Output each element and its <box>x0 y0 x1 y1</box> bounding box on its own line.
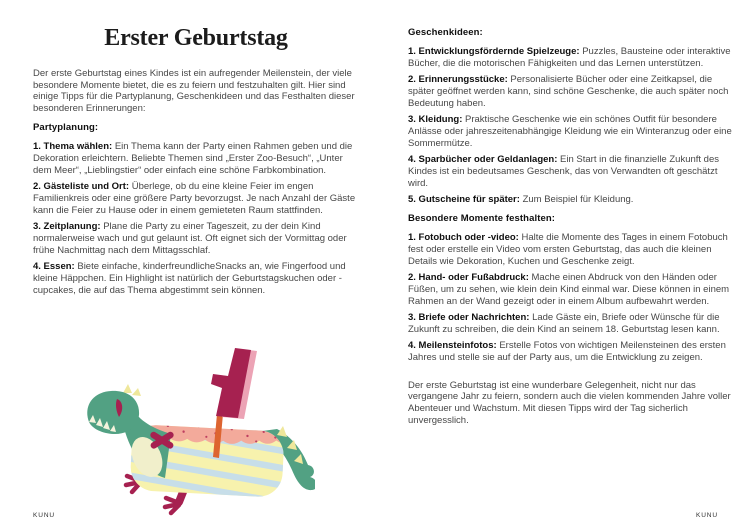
footer-brand-right: KUNU <box>695 512 718 519</box>
moment-item-1-text: Halte die Momente des Tages in einem Fotobuch fest oder erstelle ein Video vom ersten Geburtstag, das auch die kleinen Details wie Dekoration, Kuchen und Geschenke zeigt. <box>408 232 728 267</box>
moment-item-2-text: Mache einen Abdruck von den Händen oder Füßen, um zu sehen, wie klein dein Kind einmal war. Diese können in einem Rahmen an der Wand gezeigt oder in einem Album aufbewahrt werden. <box>408 272 730 307</box>
moment-item-3-text: Lade Gäste ein, Briefe oder Wünsche für die Zukunft zu schreiben, die dein Kind an seinem 18. Geburtstag lesen kann. <box>408 311 720 335</box>
moment-item-2 <box>408 272 733 307</box>
gift-item-4 <box>408 154 733 189</box>
moment-item-3-label: 3. Briefe oder Nachrichten: <box>408 311 530 323</box>
moment-item-3 <box>408 312 733 336</box>
party-item-4-text: Biete einfache, kinderfreundlicheSnacks an, wie Fingerfood und kleine Häppchen. Ein Highlight ist natürlich der Geburtstagskuchen oder -cupcakes, die auf das Thema abgestimmt sein können. <box>33 260 346 296</box>
gift-item-3 <box>408 114 733 149</box>
party-item-2 <box>33 181 359 216</box>
party-item-2-text: Überlege, ob du eine kleine Feier im engen Familienkreis oder eine größere Party bevorzugst. Je nach Anzahl der Gäste kann die Feier zu Hause oder in einem gemieteten Raum stattfinden. <box>33 181 356 216</box>
party-item-2-label: 2. Gästeliste und Ort: <box>33 181 130 193</box>
party-item-4-label: 4. Essen: <box>33 260 75 272</box>
gift-item-2 <box>408 74 733 109</box>
section-heading-partyplanung: Partyplanung: <box>33 121 99 133</box>
gift-item-4-text: Ein Start in die finanzielle Zukunft des Kindes ist ein bedeutsames Geschenk, das von Verwandten oft geschätzt wird. <box>408 154 719 189</box>
moment-item-1-label: 1. Fotobuch oder -video: <box>408 232 519 244</box>
section-heading-momente: Besondere Momente festhalten: <box>408 212 556 224</box>
gift-item-5-text: Zum Beispiel für Kleidung. <box>522 194 634 206</box>
page-title: Erster Geburtstag <box>104 25 288 51</box>
dinosaur-birthday-cake-illustration <box>65 336 315 522</box>
page-right <box>408 0 733 431</box>
gift-item-2-label: 2. Erinnerungsstücke: <box>408 74 508 86</box>
party-item-4 <box>33 261 359 296</box>
gift-item-1-text: Puzzles, Bausteine oder interaktive Bücher, die die motorischen Fähigkeiten und das Lernen unterstützen. <box>408 46 731 70</box>
dinosaur-head <box>87 384 141 434</box>
closing-paragraph: Der erste Geburtstag ist eine wunderbare Gelegenheit, nicht nur das vergangene Jahr zu feiern, sondern auch die vielen kommenden Jahre voller Abenteuer und Wachstum. Mit diesen Tipps wird der Tag sicherlich unvergesslich. <box>408 379 731 427</box>
page-left <box>33 0 359 301</box>
party-item-3-label: 3. Zeitplanung: <box>33 221 101 233</box>
gift-item-4-label: 4. Sparbücher oder Geldanlagen: <box>408 154 558 166</box>
moment-item-4-label: 4. Meilensteinfotos: <box>408 340 497 352</box>
party-item-1-text: Ein Thema kann der Party einen Rahmen geben und die Dekoration erleichtern. Beliebte Themen sind „Erster Zoo-Besuch“, „Unter dem Meer“, „Lieblingstier“ oder einfach eine schöne Farbkombination. <box>33 141 353 176</box>
party-item-1 <box>33 141 359 176</box>
footer-brand-left: KUNU <box>33 512 56 519</box>
party-item-3 <box>33 221 359 256</box>
candle-number-1 <box>211 348 257 419</box>
gift-item-3-text: Praktische Geschenke wie ein schönes Outfit für besondere Anlässe oder jahreszeitenabhängige Kleidung wie ein Winteranzug oder eine Sommermütze. <box>408 114 732 149</box>
intro-paragraph: Der erste Geburtstag eines Kindes ist ein aufregender Meilenstein, der viele besondere Momente bietet, die es zu feiern und festzuhalten gilt. Hier sind einige Tipps für die Partyplanung, Geschenkideen und das Festhalten dieser besonderen Erinnerungen: <box>33 67 355 115</box>
gift-item-5-label: 5. Gutscheine für später: <box>408 194 520 206</box>
moment-item-1 <box>408 232 733 267</box>
gift-item-5 <box>408 194 733 206</box>
gift-item-3-label: 3. Kleidung: <box>408 114 463 126</box>
moment-item-4 <box>408 340 733 364</box>
party-item-1-label: 1. Thema wählen: <box>33 141 113 153</box>
gift-item-1-label: 1. Entwicklungsfördernde Spielzeuge: <box>408 46 580 58</box>
section-heading-geschenkideen: Geschenkideen: <box>408 27 483 38</box>
party-item-3-text: Plane die Party zu einer Tageszeit, zu der dein Kind normalerweise wach und gut gelaunt ist. Oft eignet sich der Vormittag oder frühe Nachmittag nach dem Mittagsschlaf. <box>33 221 347 256</box>
moment-item-4-text: Erstelle Fotos von wichtigen Meilensteinen des ersten Jahres und stelle sie auf der Party aus, um die Entwicklung zu zeigen. <box>408 340 726 363</box>
gift-item-1 <box>408 46 733 70</box>
moment-item-2-label: 2. Hand- oder Fußabdruck: <box>408 272 529 284</box>
gift-item-2-text: Personalisierte Bücher oder eine Zeitkapsel, die später geöffnet werden kann, sind schöne Geschenke, die auch später noch Bedeutung haben. <box>408 74 729 109</box>
